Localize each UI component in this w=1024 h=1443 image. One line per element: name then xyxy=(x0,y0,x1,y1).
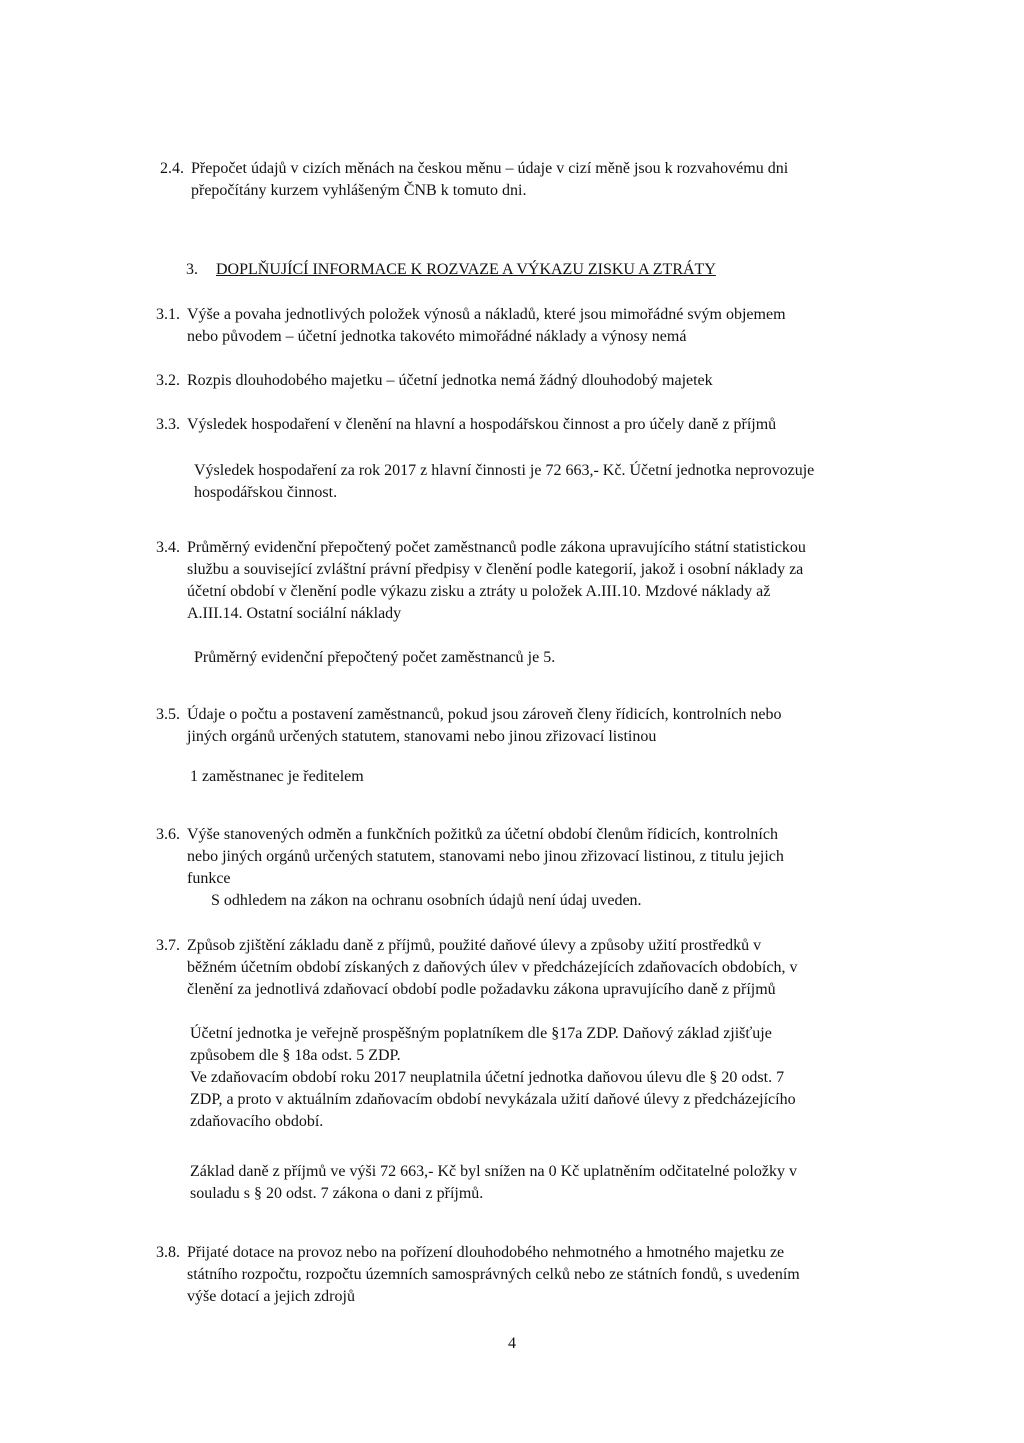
body-line: souladu s § 20 odst. 7 zákona o dani z příjmů. xyxy=(190,1185,484,1202)
section-text-line: jiných orgánů určených statutem, stanovami nebo jinou zřizovací listinou xyxy=(187,728,657,745)
section-3-1 xyxy=(156,304,916,348)
body-line: Průměrný evidenční přepočtený počet zaměstnanců je 5. xyxy=(194,649,556,666)
section-text-line: účetní období v členění podle výkazu zisku a ztráty u položek A.III.10. Mzdové náklady až xyxy=(187,583,771,600)
body-line: ZDP, a proto v aktuálním zdaňovacím období nevykázala užití daňové úlevy z předcházejícího xyxy=(190,1091,796,1108)
section-text-line: A.III.14. Ostatní sociální náklady xyxy=(187,605,402,622)
section-text-line: Přijaté dotace na provoz nebo na pořízení dlouhodobého nehmotného a hmotného majetku ze xyxy=(187,1244,785,1261)
body-line: způsobem dle § 18a odst. 5 ZDP. xyxy=(190,1047,401,1064)
section-number: 3.1. xyxy=(156,306,180,323)
section-text-line: Výše stanovených odměn a funkčních požitků za účetní období členům řídicích, kontrolních xyxy=(187,826,778,843)
body-line: Ve zdaňovacím období roku 2017 neuplatnila účetní jednotka daňovou úlevu dle § 20 odst. 7 xyxy=(190,1069,785,1086)
page-number: 4 xyxy=(508,1335,516,1352)
body-line: 1 zaměstnanec je ředitelem xyxy=(190,768,364,785)
section-text-line: běžném účetním období získaných z daňových úlev v předcházejících zdaňovacích obdobích, v xyxy=(187,959,798,976)
section-3-7-body xyxy=(190,1023,930,1133)
section-number: 3.8. xyxy=(156,1244,180,1261)
section-3-5 xyxy=(156,704,926,748)
section-3-2 xyxy=(156,370,916,392)
section-text-line: výše dotací a jejich zdrojů xyxy=(187,1288,355,1305)
section-3-6-body xyxy=(211,890,931,912)
section-text-line: členění za jednotlivá zdaňovací období podle požadavku zákona upravujícího daně z příjmů xyxy=(187,981,776,998)
heading-number: 3. xyxy=(186,261,198,278)
body-line: Účetní jednotka je veřejně prospěšným poplatníkem dle §17a ZDP. Daňový základ zjišťuje xyxy=(190,1025,772,1042)
section-number: 3.5. xyxy=(156,706,180,723)
body-line: hospodářskou činnost. xyxy=(194,484,338,501)
section-number: 3.6. xyxy=(156,826,180,843)
section-3-3 xyxy=(156,414,916,436)
section-text-line: Výsledek hospodaření v členění na hlavní a hospodářskou činnost a pro účely daně z příjmů xyxy=(187,416,777,433)
section-3-heading xyxy=(186,259,906,281)
section-number: 3.3. xyxy=(156,416,180,433)
section-number: 3.2. xyxy=(156,372,180,389)
section-2-4 xyxy=(160,158,910,202)
section-text-line: státního rozpočtu, rozpočtu územních samosprávných celků nebo ze státních fondů, s uvedením xyxy=(187,1266,800,1283)
section-text-line: Průměrný evidenční přepočtený počet zaměstnanců podle zákona upravujícího státní statistickou xyxy=(187,539,806,556)
section-3-4-body xyxy=(194,647,934,669)
section-3-4 xyxy=(156,537,926,625)
section-3-8 xyxy=(156,1242,926,1308)
section-text-line: Údaje o počtu a postavení zaměstnanců, pokud jsou zároveň členy řídicích, kontrolních nebo xyxy=(187,706,782,723)
section-text-line: službu a související zvláštní právní předpisy v členění podle kategorií, jakož i osobní náklady za xyxy=(187,561,804,578)
section-text-line: Přepočet údajů v cizích měnách na českou měnu – údaje v cizí měně jsou k rozvahovému dni xyxy=(191,160,789,177)
section-text-line: Rozpis dlouhodobého majetku – účetní jednotka nemá žádný dlouhodobý majetek xyxy=(187,372,713,389)
heading-title: DOPLŇUJÍCÍ INFORMACE K ROZVAZE A VÝKAZU ZISKU A ZTRÁTY xyxy=(216,261,716,278)
section-3-5-body xyxy=(190,766,930,788)
section-number: 3.7. xyxy=(156,937,180,954)
body-line: Základ daně z příjmů ve výši 72 663,- Kč byl snížen na 0 Kč uplatněním odčitatelné položky v xyxy=(190,1163,797,1180)
section-number: 2.4. xyxy=(160,160,184,177)
section-number: 3.4. xyxy=(156,539,180,556)
body-line: zdaňovacího období. xyxy=(190,1113,324,1130)
section-text-line: Způsob zjištění základu daně z příjmů, použité daňové úlevy a způsoby užití prostředků v xyxy=(187,937,762,954)
section-text-line: nebo původem – účetní jednotka takovéto mimořádné náklady a výnosy nemá xyxy=(187,328,687,345)
section-3-7-body-2 xyxy=(190,1161,930,1205)
section-text-line: funkce xyxy=(187,870,231,887)
section-text-line: přepočítány kurzem vyhlášeným ČNB k tomuto dni. xyxy=(191,182,527,199)
body-line: S odhledem na zákon na ochranu osobních údajů není údaj uveden. xyxy=(211,892,642,909)
body-line: Výsledek hospodaření za rok 2017 z hlavní činnosti je 72 663,- Kč. Účetní jednotka neprovozuje xyxy=(194,462,815,479)
section-text-line: Výše a povaha jednotlivých položek výnosů a nákladů, které jsou mimořádné svým objemem xyxy=(187,306,786,323)
section-text-line: nebo jiných orgánů určených statutem, stanovami nebo jinou zřizovací listinou, z titulu jejich xyxy=(187,848,784,865)
section-3-7 xyxy=(156,935,926,1001)
section-3-6 xyxy=(156,824,926,890)
section-3-3-body xyxy=(194,460,934,504)
